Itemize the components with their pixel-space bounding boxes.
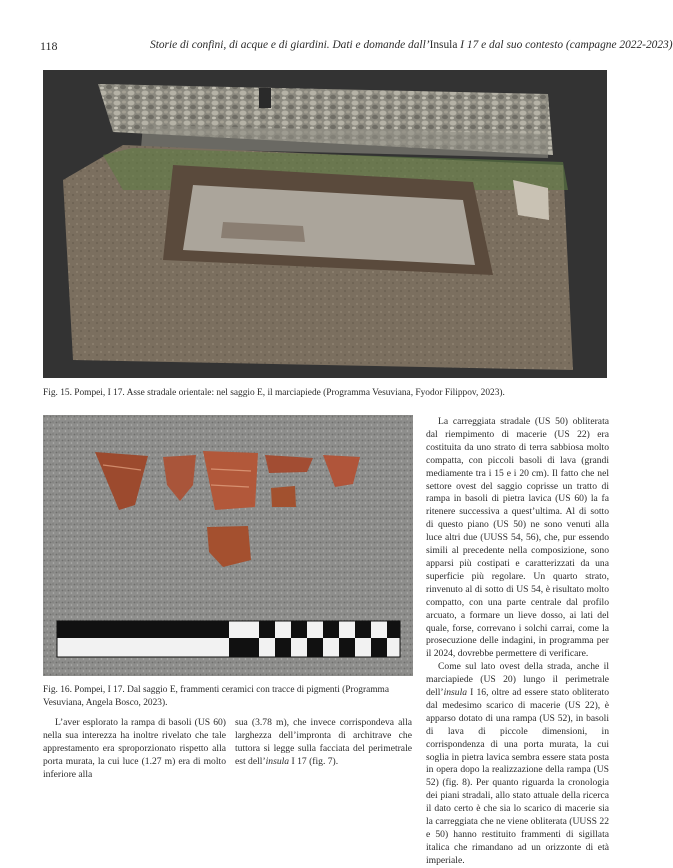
bottom-left-column-2 — [235, 717, 412, 769]
page-number: 118 — [40, 39, 58, 53]
figure-15-photo — [43, 70, 607, 378]
paragraph-marciapiede — [426, 661, 609, 868]
paragraph-carreggiata: La carreggiata stradale (US 50) obliterata dal riempimento di macerie (US 22) era costituita da uno strato di terra sabbiosa molto compatta, con piccoli basoli di lava (grandi mediamente tra i 15 e i 20 cm). Il fatto che nel settore ovest del saggio coprisse un tratto di rampa in basoli di pietra lavica (US 60) la fa ritenere successiva a quest’ultima. Al di sotto di questo piano (US 50) ne sono venuti alla luce altri due (UUSS 54, 56), che, pur essendo simili al precedente nella composizione, sono apparsi più costipati e caratterizzati da una superficie più regolare. Un quarto strato, rinvenuto al di sotto di US 54, è risultato molto compatto, con una parte centrale dal profilo arcuato, a formare un lieve dosso, ai lati del quale, forse, correvano i solchi carrai, come la prosecuzione delle indagini, in programma per il 2024, dovrebbe permettere di verificare. — [426, 416, 609, 660]
bottom-left-column-1 — [43, 717, 226, 782]
right-column-text — [426, 416, 609, 868]
paragraph-rampa-cont-text-1: sua (3.78 m), che invece corrispondeva alla larghezza dell’impronta di architrave che tuttora si legge sulla facciata del perimetrale est dell’ — [235, 717, 412, 767]
running-title — [150, 39, 673, 51]
figure-15-caption: Fig. 15. Pompei, I 17. Asse stradale orientale: nel saggio E, il marciapiede (Programma Vesuviana, Fyodor Filippov, 2023). — [43, 388, 505, 398]
paragraph-rampa-cont — [235, 717, 412, 769]
figure-16-photo — [43, 415, 413, 676]
figure-16-caption: Fig. 16. Pompei, I 17. Dal saggio E, frammenti ceramici con tracce di pigmenti (Programma Vesuviana, Angela Bosco, 2023). — [43, 685, 390, 708]
paragraph-rampa-cont-insula: insula — [265, 755, 290, 767]
running-title-insula: Insula — [429, 39, 458, 51]
paragraph-marciapiede-text-2: I 16, oltre ad essere stato obliterato dal medesimo scarico di macerie (US 22), è apparso dotato di una rampa (US 52), in basoli di lava di piccole dimensioni, in corrispondenza di una porta murata, la cui soglia in pietra lavica sembra essere stata posta in opera dopo la realizzazione della rampa (US 52) (fig. 8). Per quanto riguarda la cronologia dei piani stradali, allo stato attuale della ricerca il dato certo è che sia lo scarico di macerie sia la carreggiata che ne viene obliterata (UUSS 22 e 50) hanno restituito frammenti di sigillata italica che rimandano ad un orizzonte di età imperiale. — [426, 687, 610, 866]
running-title-text-2: I 17 e dal suo contesto (campagne 2022-2023) — [457, 39, 673, 51]
running-title-text-1: Storie di confini, di acque e di giardini. Dati e domande dall’ — [150, 39, 430, 51]
paragraph-marciapiede-text-1: Come sul lato ovest della strada, anche il marciapiede (US 20) lungo il perimetrale dell’ — [426, 661, 609, 699]
paragraph-rampa-cont-text-2: I 17 (fig. 7). — [289, 755, 339, 767]
paragraph-marciapiede-insula: insula — [443, 687, 468, 699]
paragraph-rampa: L’aver esplorato la rampa di basoli (US 60) nella sua interezza ha inoltre rivelato che tale apprestamento era sproporzionato rispetto alla porta murata, la cui luce (1.27 m) era di molto inferiore alla — [43, 717, 226, 780]
